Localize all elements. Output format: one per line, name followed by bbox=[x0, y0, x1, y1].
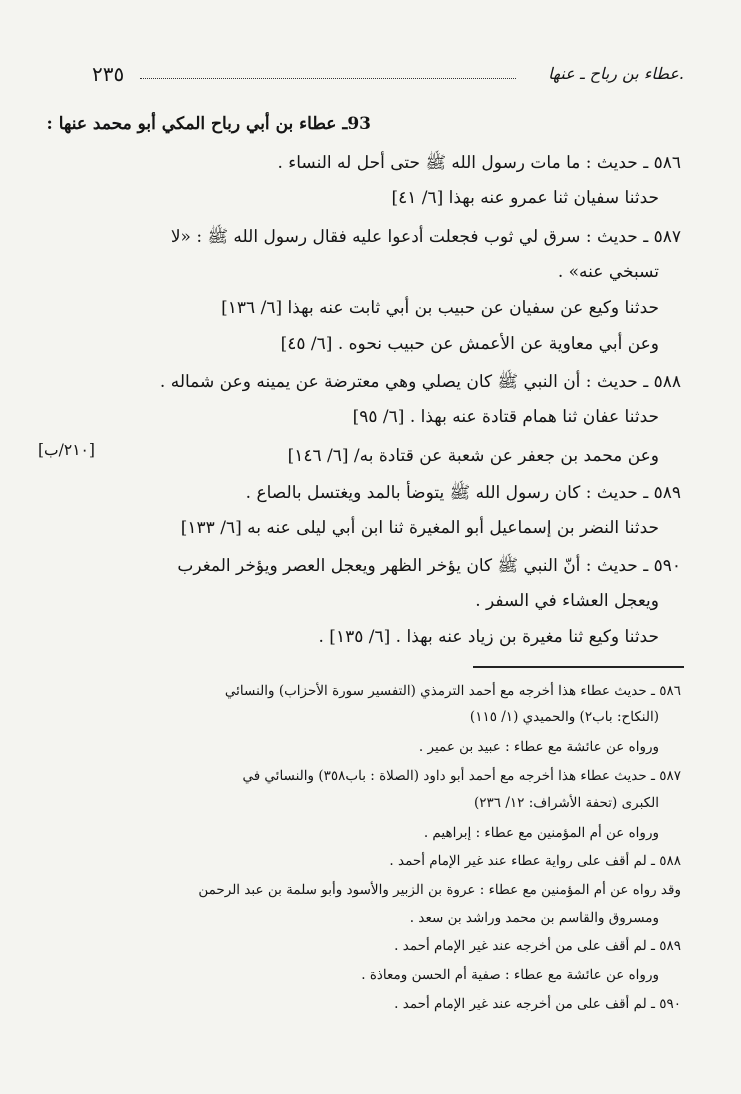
footnote-587: ٥٨٧ ـ حديث عطاء هذا أخرجه مع أحمد أبو داود (الصلاة : باب٣٥٨) والنسائي في bbox=[242, 768, 681, 784]
footnote-588-narrators: وقد رواه عن أم المؤمنين مع عطاء : عروة بن الزبير والأسود وأبو سلمة بن عبد الرحمن bbox=[198, 882, 681, 898]
footnote-589: ٥٨٩ ـ لم أقف على من أخرجه عند غير الإمام أحمد . bbox=[394, 938, 681, 954]
footnote-586-cont: (النكاح: باب٢) والحميدي (١/ ١١٥) bbox=[469, 709, 659, 725]
hadith-589-isnad: حدثنا النضر بن إسماعيل أبو المغيرة ثنا ابن أبي ليلى عنه به [٦/ ١٣٣] bbox=[180, 518, 659, 538]
footnote-587-narrators: ورواه عن أم المؤمنين مع عطاء : إبراهيم . bbox=[423, 825, 659, 841]
page-number: ٢٣٥ bbox=[92, 62, 125, 86]
hadith-590-text-cont: ويعجل العشاء في السفر . bbox=[475, 591, 659, 611]
running-header bbox=[92, 62, 684, 86]
footnote-586: ٥٨٦ ـ حديث عطاء هذا أخرجه مع أحمد الترمذي (التفسير سورة الأحزاب) والنسائي bbox=[224, 683, 681, 699]
hadith-587-text-cont: تسبخي عنه» . bbox=[557, 262, 659, 282]
running-title: عطاء بن رباح ـ عنها. bbox=[548, 64, 684, 83]
footnote-587-cont: الكبرى (تحفة الأشراف: ١٢/ ٢٣٦) bbox=[474, 795, 659, 811]
hadith-588-isnad-2: وعن محمد بن جعفر عن شعبة عن قتادة به/ [٦/ ١٤٦] bbox=[287, 446, 659, 466]
hadith-587-isnad: حدثنا وكيع عن سفيان عن حبيب بن أبي ثابت عنه بهذا [٦/ ١٣٦] bbox=[221, 298, 659, 318]
hadith-589-text: ٥٨٩ ـ حديث : كان رسول الله ﷺ يتوضأ بالمد ويغتسل بالصاع . bbox=[245, 483, 681, 503]
footnote-589-narrators: ورواه عن عائشة مع عطاء : صفية أم الحسن ومعاذة . bbox=[361, 967, 659, 983]
hadith-588-isnad: حدثنا عفان ثنا همام قتادة عنه بهذا . [٦/ ٩٥] bbox=[352, 407, 659, 427]
section-title: 93ـ عطاء بن أبي رباح المكي أبو محمد عنها : bbox=[46, 114, 371, 134]
footnote-586-narrators: ورواه عن عائشة مع عطاء : عبيد بن عمير . bbox=[418, 739, 659, 755]
hadith-586-text: ٥٨٦ ـ حديث : ما مات رسول الله ﷺ حتى أحل له النساء . bbox=[277, 153, 681, 173]
hadith-586-isnad: حدثنا سفيان ثنا عمرو عنه بهذا [٦/ ٤١] bbox=[391, 188, 659, 208]
hadith-587-isnad-2: وعن أبي معاوية عن الأعمش عن حبيب نحوه . [٦/ ٤٥] bbox=[280, 334, 659, 354]
hadith-588-text: ٥٨٨ ـ حديث : أن النبي ﷺ كان يصلي وهي معترضة عن يمينه وعن شماله . bbox=[159, 372, 681, 392]
footnote-588-narrators-cont: ومسروق والقاسم بن محمد وراشد بن سعد . bbox=[409, 910, 659, 926]
footnote-separator bbox=[473, 666, 684, 668]
hadith-590-text: ٥٩٠ ـ حديث : أنّ النبي ﷺ كان يؤخر الظهر ويعجل العصر ويؤخر المغرب bbox=[177, 556, 681, 576]
footnote-588: ٥٨٨ ـ لم أقف على رواية عطاء عند غير الإمام أحمد . bbox=[389, 853, 681, 869]
hadith-587-text: ٥٨٧ ـ حديث : سرق لي ثوب فجعلت أدعوا عليه فقال رسول الله ﷺ : «لا bbox=[170, 227, 681, 247]
header-dotted-leader bbox=[140, 78, 516, 79]
margin-folio-note: [٢١٠/ب] bbox=[38, 441, 95, 459]
footnote-590: ٥٩٠ ـ لم أقف على من أخرجه عند غير الإمام أحمد . bbox=[394, 996, 681, 1012]
hadith-590-isnad: حدثنا وكيع ثنا مغيرة بن زياد عنه بهذا . [٦/ ١٣٥] . bbox=[318, 627, 659, 647]
